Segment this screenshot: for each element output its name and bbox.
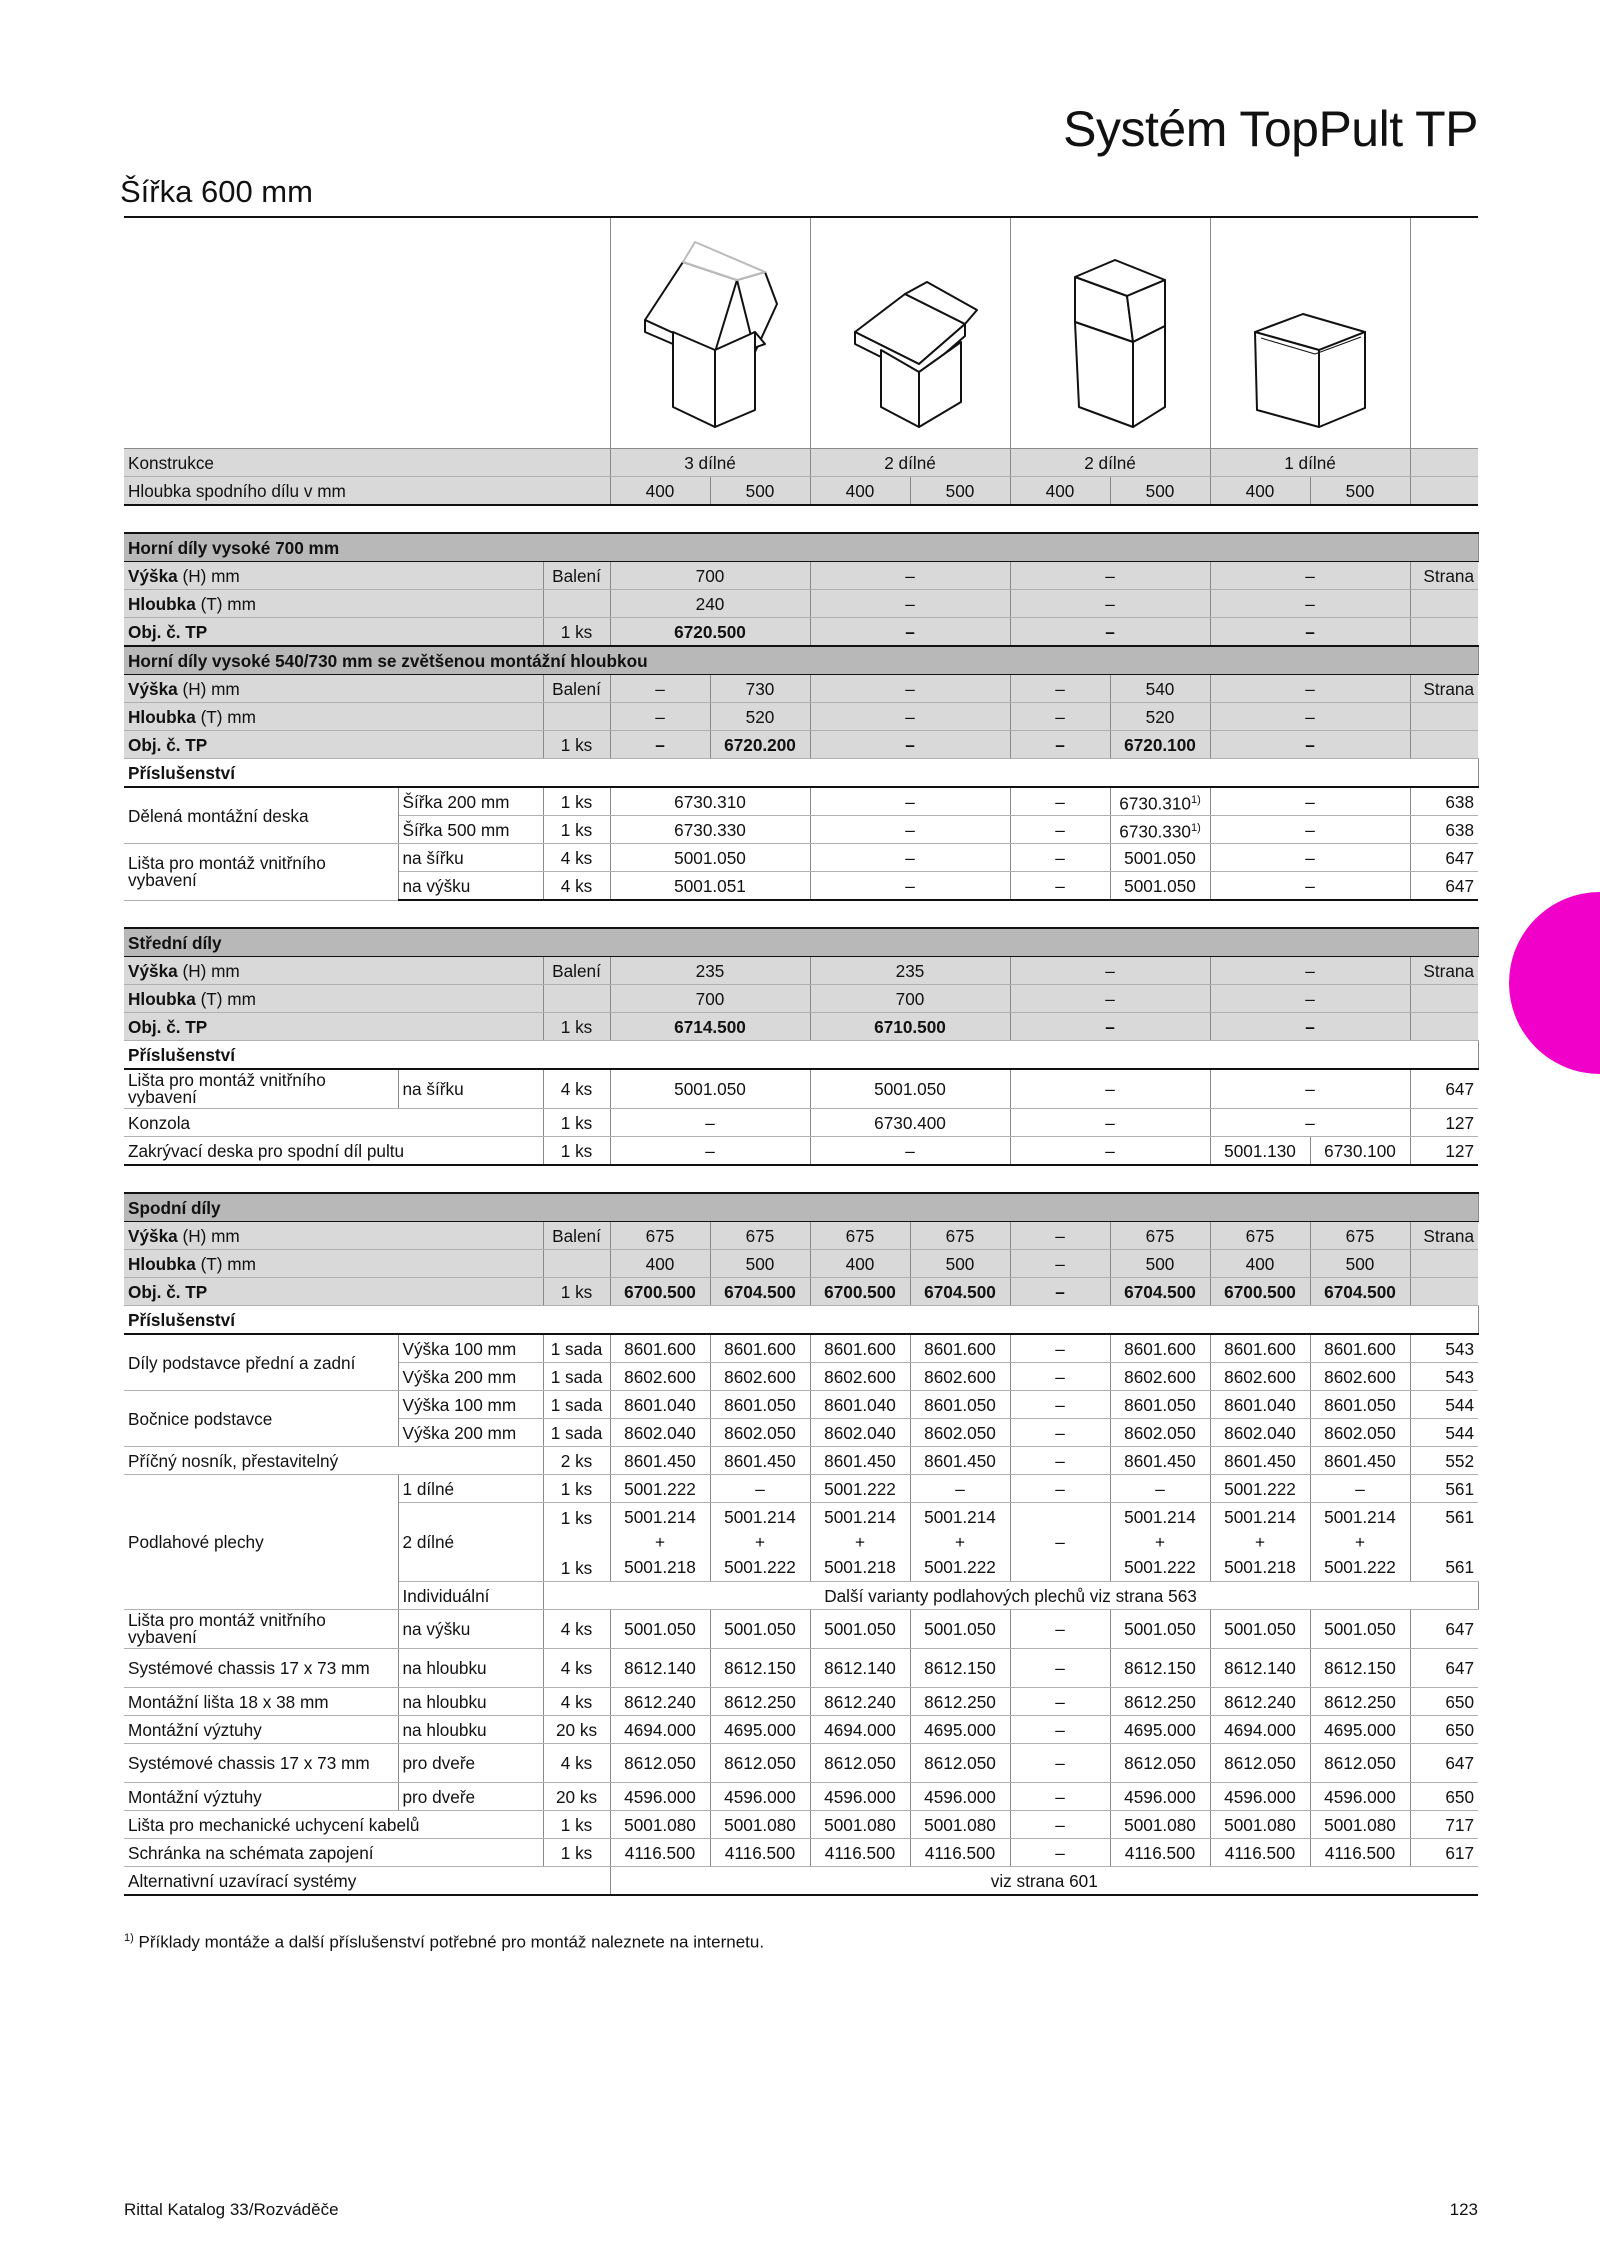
- cabinet-2part-b-icon: [1015, 232, 1205, 432]
- s4-acc-row: Montážní výztuhy pro dveře 20 ks 4596.000 4596.000 4596.000 4596.000 – 4596.000 4596.000 4596.000 650: [124, 1783, 1478, 1811]
- cabinet-3part-icon: [615, 232, 805, 432]
- section-header-horni-540-730: Horní díly vysoké 540/730 mm se zvětšenou montážní hloubkou: [124, 646, 1478, 675]
- product-image-2-part-a: [810, 217, 1010, 449]
- s1-row-obj: Obj. č. TP 1 ks 6720.500 – – –: [124, 618, 1478, 647]
- s4-acc-row: Výška 200 mm 1 sada 8602.040 8602.050 8602.040 8602.050 – 8602.050 8602.040 8602.050 544: [124, 1419, 1478, 1447]
- s4-acc-row: Individuální Další varianty podlahových plechů viz strana 563: [124, 1582, 1478, 1610]
- page-title: Systém TopPult TP: [1063, 101, 1478, 157]
- section-header-spodni: Spodní díly: [124, 1193, 1478, 1222]
- s2-acc-row: Šířka 500 mm 1 ks 6730.330 – – 6730.330$^{1)}$ – 638: [124, 816, 1478, 844]
- section-header-stredni: Střední díly: [124, 928, 1478, 957]
- s4-accessories-header: Příslušenství: [124, 1306, 1478, 1335]
- s4-acc-row: Příčný nosník, přestavitelný 2 ks 8601.450 8601.450 8601.450 8601.450 – 8601.450 8601.450 8601.450 552: [124, 1447, 1478, 1475]
- s4-acc-row: Systémové chassis 17 x 73 mm na hloubku 4 ks 8612.140 8612.150 8612.140 8612.150 – 8612.150 8612.140 8612.150 647: [124, 1649, 1478, 1688]
- product-table: [124, 216, 1479, 1896]
- s2-row-hloubka: Hloubka (T) mm – 520 – – 520 –: [124, 703, 1478, 731]
- s2-row-vyska: Výška (H) mm Balení – 730 – – 540 – Strana: [124, 675, 1478, 703]
- s3-acc-row: Lišta pro montáž vnitřního vybavení na šířku 4 ks 5001.050 5001.050 – – 647: [124, 1069, 1478, 1109]
- row-hloubka-spodniho-dilu: Hloubka spodního dílu v mm 400 500 400 500 400 500 400 500: [124, 477, 1478, 506]
- s2-acc-row: Dělená montážní deska Šířka 200 mm 1 ks 6730.310 – – 6730.310$^{1)}$ – 638: [124, 787, 1478, 816]
- cabinet-2part-a-icon: [815, 232, 1005, 432]
- s2-acc-row: Lišta pro montáž vnitřního vybavení na šířku 4 ks 5001.050 – – 5001.050 – 647: [124, 844, 1478, 872]
- s4-acc-row: Systémové chassis 17 x 73 mm pro dveře 4 ks 8612.050 8612.050 8612.050 8612.050 – 8612.050 8612.050 8612.050 647: [124, 1744, 1478, 1783]
- product-image-1-part: [1210, 217, 1410, 449]
- s3-row-obj: Obj. č. TP 1 ks 6714.500 6710.500 – –: [124, 1013, 1478, 1041]
- s3-acc-row: Konzola 1 ks – 6730.400 – – 127: [124, 1109, 1478, 1137]
- s4-row-obj: Obj. č. TP 1 ks 6700.500 6704.500 6700.500 6704.500 – 6704.500 6700.500 6704.500: [124, 1278, 1478, 1306]
- s3-row-hloubka: Hloubka (T) mm 700 700 – –: [124, 985, 1478, 1013]
- s4-row-vyska: Výška (H) mm Balení 675 675 675 675 – 675 675 675 Strana: [124, 1222, 1478, 1250]
- footer-catalog: Rittal Katalog 33/Rozváděče: [124, 2200, 339, 2219]
- page-number: 123: [1449, 2200, 1478, 2219]
- s2-accessories-header: Příslušenství: [124, 759, 1478, 788]
- s4-acc-row: Schránka na schémata zapojení 1 ks 4116.500 4116.500 4116.500 4116.500 – 4116.500 4116.500 4116.500 617: [124, 1839, 1478, 1867]
- s4-acc-row: Montážní výztuhy na hloubku 20 ks 4694.000 4695.000 4694.000 4695.000 – 4695.000 4694.000 4695.000 650: [124, 1716, 1478, 1744]
- s2-row-obj: Obj. č. TP 1 ks – 6720.200 – – 6720.100 –: [124, 731, 1478, 759]
- s4-acc-row: Lišta pro mechanické uchycení kabelů 1 ks 5001.080 5001.080 5001.080 5001.080 – 5001.080 5001.080 5001.080 717: [124, 1811, 1478, 1839]
- s2-acc-row: na výšku 4 ks 5001.051 – – 5001.050 – 647: [124, 872, 1478, 901]
- section-header-horni-700: Horní díly vysoké 700 mm: [124, 533, 1478, 562]
- s4-acc-row: Podlahové plechy 1 dílné 1 ks 5001.222 – 5001.222 – – – 5001.222 – 561: [124, 1475, 1478, 1503]
- image-row: [124, 217, 1478, 449]
- s4-acc-row: Alternativní uzavírací systémy viz strana 601: [124, 1867, 1478, 1896]
- footnote: $^{1)}$ Příklady montáže a další příslušenství potřebné pro montáž naleznete na internetu.: [124, 1932, 765, 1952]
- s4-acc-row: Výška 200 mm 1 sada 8602.600 8602.600 8602.600 8602.600 – 8602.600 8602.600 8602.600 543: [124, 1363, 1478, 1391]
- product-image-3-part: [610, 217, 810, 449]
- s3-row-vyska: Výška (H) mm Balení 235 235 – – Strana: [124, 957, 1478, 985]
- s4-acc-row-2dilne: 2 dílné 1 ks 1 ks 5001.214 + 5001.218 5001.214 + 5001.222 5001.214 + 5001.218 5001.214 + 5001.222 – 5001.214 + 5001.222 5001.214 + 5001.218 5001.214 + 5001.222 561 561: [124, 1503, 1478, 1582]
- s4-acc-row: Díly podstavce přední a zadní Výška 100 mm 1 sada 8601.600 8601.600 8601.600 8601.600 – 8601.600 8601.600 8601.600 543: [124, 1334, 1478, 1363]
- page-subtitle: Šířka 600 mm: [120, 174, 313, 209]
- s3-accessories-header: Příslušenství: [124, 1041, 1478, 1070]
- product-image-2-part-b: [1010, 217, 1210, 449]
- s4-row-hloubka: Hloubka (T) mm 400 500 400 500 – 500 400 500: [124, 1250, 1478, 1278]
- s1-row-hloubka: Hloubka (T) mm 240 – – –: [124, 590, 1478, 618]
- s4-acc-row: Lišta pro montáž vnitřního vybavení na výšku 4 ks 5001.050 5001.050 5001.050 5001.050 – 5001.050 5001.050 5001.050 647: [124, 1610, 1478, 1649]
- s4-acc-row: Montážní lišta 18 x 38 mm na hloubku 4 ks 8612.240 8612.250 8612.240 8612.250 – 8612.250 8612.240 8612.250 650: [124, 1688, 1478, 1716]
- s3-acc-row: Zakrývací deska pro spodní díl pultu 1 ks – – – 5001.130 6730.100 127: [124, 1137, 1478, 1166]
- s1-row-vyska: Výška (H) mm Balení 700 – – – Strana: [124, 562, 1478, 590]
- s4-acc-row: Bočnice podstavce Výška 100 mm 1 sada 8601.040 8601.050 8601.040 8601.050 – 8601.050 8601.040 8601.050 544: [124, 1391, 1478, 1419]
- row-konstrukce: Konstrukce 3 dílné 2 dílné 2 dílné 1 dílné: [124, 449, 1478, 477]
- cabinet-1part-icon: [1215, 232, 1405, 432]
- chapter-tab-marker: [1509, 892, 1600, 1074]
